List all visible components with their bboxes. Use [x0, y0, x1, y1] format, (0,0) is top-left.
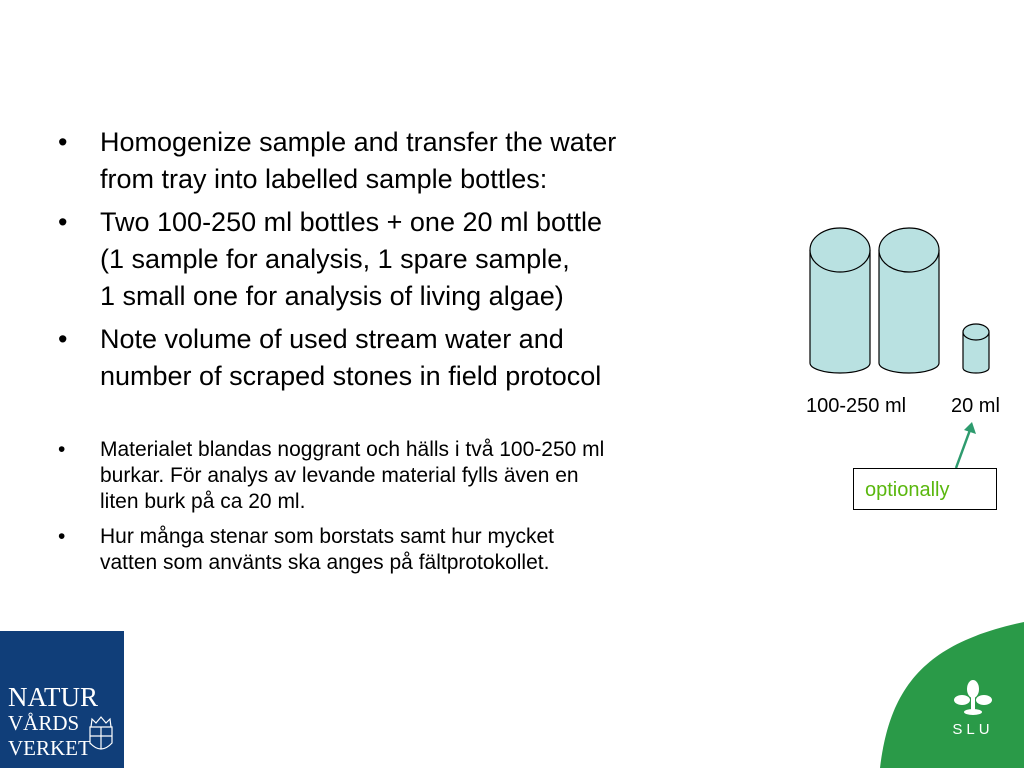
- bullet-marker: •: [58, 525, 66, 548]
- naturvardsverket-logo: [0, 631, 124, 768]
- bullet-line: Note volume of used stream water and: [100, 324, 564, 354]
- svg-text:SLU: SLU: [952, 721, 994, 738]
- callout-arrow: [956, 422, 976, 468]
- bullet-line: Materialet blandas noggrant och hälls i två 100-250 ml: [100, 438, 605, 461]
- bullet-materialet: [58, 437, 798, 515]
- bullet-line: 1 small one for analysis of living algae): [100, 281, 564, 311]
- bullet-line: number of scraped stones in field protocol: [100, 361, 602, 391]
- large-bottle-2: [879, 228, 939, 373]
- bullet-stenar: [58, 524, 798, 576]
- bullet-marker: •: [58, 324, 68, 354]
- bullet-marker: •: [58, 438, 66, 461]
- label-large-bottles: 100-250 ml: [806, 395, 907, 417]
- bullet-line: Two 100-250 ml bottles + one 20 ml bottle: [100, 207, 603, 237]
- english-bullet-list: [58, 124, 778, 401]
- bullet-line: Homogenize sample and transfer the water: [100, 127, 617, 157]
- large-bottle-1: [810, 228, 870, 373]
- svg-text:VERKET: VERKET: [8, 736, 91, 760]
- bullet-bottles: [58, 204, 778, 315]
- svg-text:VÅRDS: VÅRDS: [8, 711, 80, 735]
- bullet-note-volume: [58, 321, 778, 395]
- optionally-callout: optionally: [853, 468, 997, 510]
- naturvardsverket-logo-art: [0, 631, 124, 768]
- bullet-line: burkar. För analys av levande material fylls även en: [100, 464, 579, 487]
- label-small-bottle: 20 ml: [951, 395, 1000, 417]
- bullet-marker: •: [58, 127, 68, 157]
- small-bottle: [963, 324, 989, 373]
- bullet-line: (1 sample for analysis, 1 spare sample,: [100, 244, 570, 274]
- svg-text:NATUR: NATUR: [8, 682, 99, 712]
- bullet-marker: •: [58, 207, 68, 237]
- slu-logo-art: [880, 622, 1024, 768]
- crest-icon: [90, 717, 112, 749]
- bullet-line: vatten som använts ska anges på fältprotokollet.: [100, 551, 550, 574]
- bullet-line: from tray into labelled sample bottles:: [100, 164, 548, 194]
- bullet-line: Hur många stenar som borstats samt hur mycket: [100, 525, 554, 548]
- bullet-line: liten burk på ca 20 ml.: [100, 490, 306, 513]
- swedish-bullet-list: [58, 437, 798, 585]
- bullet-homogenize: [58, 124, 778, 198]
- slu-logo: [880, 622, 1024, 768]
